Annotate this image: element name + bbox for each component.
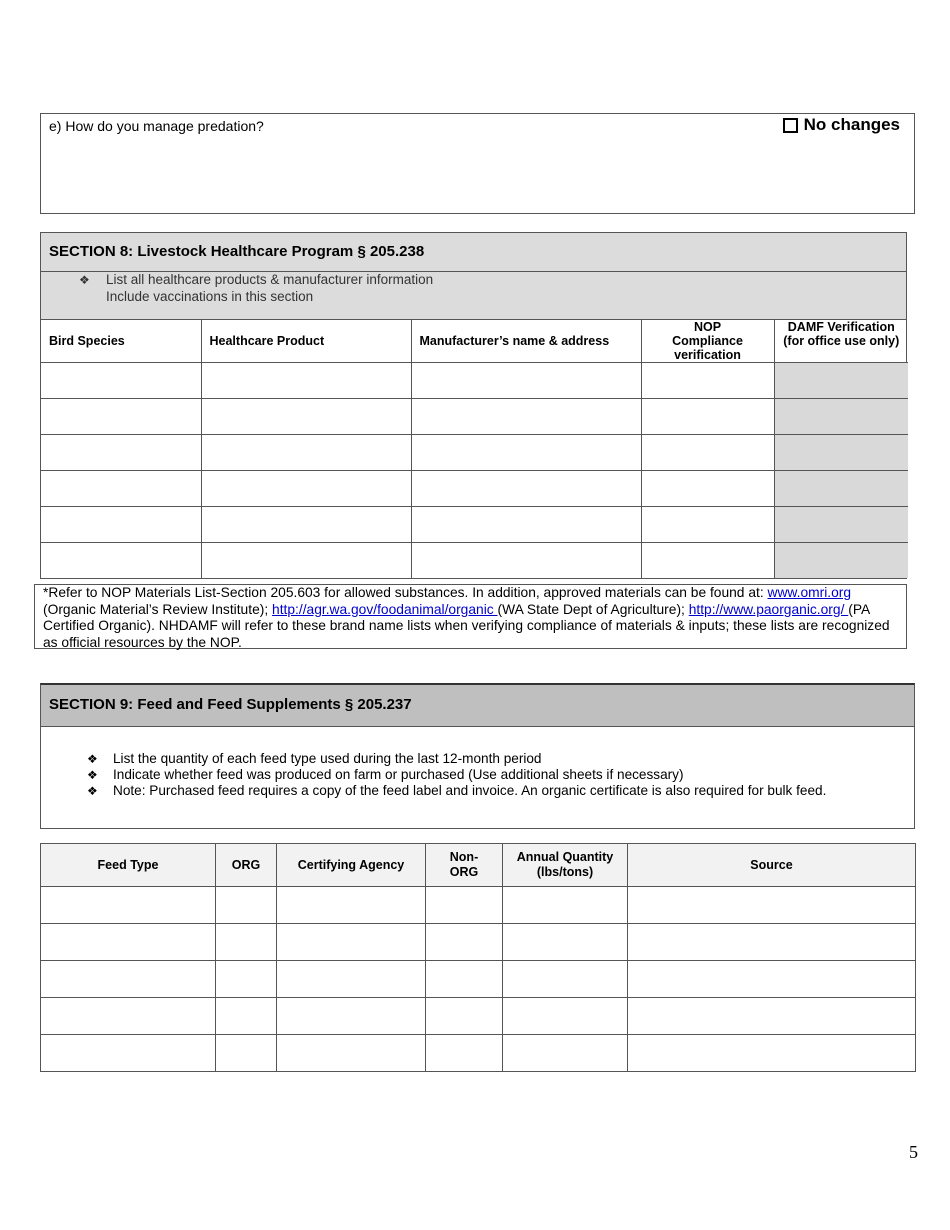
column-header: Bird Species [41,320,201,363]
input-cell[interactable] [41,998,216,1035]
no-changes-option[interactable] [783,115,900,135]
input-cell[interactable] [641,471,774,507]
feed-table [40,843,916,1072]
input-cell[interactable] [503,924,628,961]
diamond-bullet-icon: ❖ [87,752,98,766]
instruction-text: Note: Purchased feed requires a copy of the feed label and invoice. An organic certificate is also required for bulk feed. [113,783,827,798]
input-cell[interactable] [641,507,774,543]
column-header: ORG [216,844,277,887]
input-cell[interactable] [41,961,216,998]
section-8 [40,232,907,579]
input-cell[interactable] [216,998,277,1035]
input-cell[interactable] [411,363,641,399]
input-cell[interactable] [503,961,628,998]
instruction-line: List all healthcare products & manufacturer information [106,272,434,287]
input-cell[interactable] [216,887,277,924]
healthcare-table [41,320,908,578]
input-cell[interactable] [201,435,411,471]
page-number: 5 [909,1142,918,1162]
input-cell[interactable] [41,435,201,471]
input-cell[interactable] [628,924,916,961]
no-changes-label: No changes [803,115,900,134]
predation-question: e) How do you manage predation? [49,118,264,134]
column-header: NOP Compliance verification [641,320,774,363]
input-cell[interactable] [201,507,411,543]
input-cell[interactable] [201,399,411,435]
input-cell[interactable] [411,399,641,435]
input-cell[interactable] [41,507,201,543]
diamond-bullet-icon: ❖ [87,768,98,782]
table-row [41,363,908,399]
column-header: Healthcare Product [201,320,411,363]
column-header: Certifying Agency [277,844,426,887]
diamond-bullet-icon: ❖ [79,273,90,287]
table-row [41,887,916,924]
instruction-item [87,751,541,766]
input-cell[interactable] [41,363,201,399]
input-cell[interactable] [426,1035,503,1072]
note-text: *Refer to NOP Materials List-Section 205.603 for allowed substances. In addition, approved materials can be found at: [43,585,768,600]
input-cell[interactable] [503,887,628,924]
section-8-title: SECTION 8: Livestock Healthcare Program § 205.238 [41,233,906,272]
input-cell[interactable] [41,1035,216,1072]
table-row [41,471,908,507]
diamond-bullet-icon: ❖ [87,784,98,798]
office-use-cell [774,435,908,471]
instruction-text: Indicate whether feed was produced on farm or purchased (Use additional sheets if necessary) [113,767,684,782]
input-cell[interactable] [201,363,411,399]
input-cell[interactable] [426,924,503,961]
predation-box[interactable] [40,113,915,214]
feed-table-wrapper [40,843,915,1072]
column-header: Non-ORG [426,844,503,887]
section-9 [40,683,915,829]
instruction-item [87,783,826,798]
input-cell[interactable] [426,887,503,924]
input-cell[interactable] [628,961,916,998]
input-cell[interactable] [277,998,426,1035]
input-cell[interactable] [628,887,916,924]
input-cell[interactable] [201,543,411,579]
table-row [41,507,908,543]
note-text: (WA State Dept of Agriculture); [497,601,689,617]
table-row [41,924,916,961]
input-cell[interactable] [41,887,216,924]
column-header: Feed Type [41,844,216,887]
input-cell[interactable] [426,998,503,1035]
section-9-title: SECTION 9: Feed and Feed Supplements § 205.237 [41,685,914,727]
office-use-cell [774,471,908,507]
instruction-line: Include vaccinations in this section [106,289,314,304]
column-header: Manufacturer’s name & address [411,320,641,363]
input-cell[interactable] [411,543,641,579]
input-cell[interactable] [201,471,411,507]
materials-note [34,584,907,649]
input-cell[interactable] [41,399,201,435]
column-header: DAMF Verification (for office use only) [774,320,908,363]
office-use-cell [774,363,908,399]
input-cell[interactable] [641,399,774,435]
input-cell[interactable] [411,507,641,543]
table-row [41,961,916,998]
section-8-instructions [41,272,906,320]
input-cell[interactable] [277,961,426,998]
input-cell[interactable] [503,1035,628,1072]
wsda-link[interactable]: http://agr.wa.gov/foodanimal/organic [272,601,498,617]
table-row [41,1035,916,1072]
instruction-item [87,767,684,782]
table-row [41,543,908,579]
column-header: Annual Quantity (lbs/tons) [503,844,628,887]
office-use-cell [774,543,908,579]
input-cell[interactable] [216,961,277,998]
input-cell[interactable] [426,961,503,998]
input-cell[interactable] [628,1035,916,1072]
instruction-text: List the quantity of each feed type used during the last 12-month period [113,751,542,766]
input-cell[interactable] [641,363,774,399]
table-row [41,435,908,471]
input-cell[interactable] [277,887,426,924]
office-use-cell [774,399,908,435]
input-cell[interactable] [216,924,277,961]
input-cell[interactable] [41,924,216,961]
column-header: Source [628,844,916,887]
input-cell[interactable] [503,998,628,1035]
input-cell[interactable] [41,471,201,507]
table-row [41,998,916,1035]
table-header-row [41,844,916,887]
input-cell[interactable] [411,471,641,507]
input-cell[interactable] [216,1035,277,1072]
checkbox-icon[interactable] [783,118,798,133]
omri-link[interactable]: www.omri.org [767,585,852,600]
paorganic-link[interactable]: http://www.paorganic.org/ [688,601,849,617]
note-text: (Organic Material’s Review Institute); [43,601,273,617]
input-cell[interactable] [41,543,201,579]
input-cell[interactable] [277,924,426,961]
input-cell[interactable] [277,1035,426,1072]
input-cell[interactable] [641,543,774,579]
office-use-cell [774,507,908,543]
note-text: (PA Certified Organic). NHDAMF will refer to these brand name lists when verifying compliance of materials & inputs; these lists are recognized as official resources by the NOP. [43,601,890,650]
table-header-row [41,320,908,363]
input-cell[interactable] [628,998,916,1035]
input-cell[interactable] [411,435,641,471]
input-cell[interactable] [641,435,774,471]
table-row [41,399,908,435]
